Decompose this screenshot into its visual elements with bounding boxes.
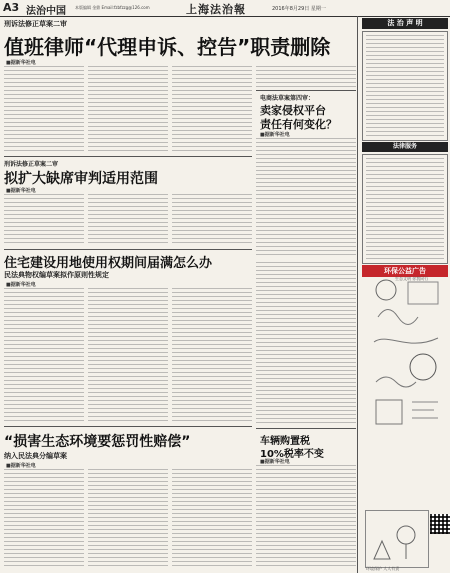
story3-headline: 住宅建设用地使用权期间届满怎么办 bbox=[4, 256, 213, 271]
story4-body-col1 bbox=[4, 469, 84, 569]
story3-subhead: 民法典物权编草案拟作原则性规定 bbox=[4, 271, 109, 279]
ad-bar: 环保公益广告 bbox=[362, 265, 448, 277]
story3-body-col2 bbox=[88, 288, 168, 424]
story3-body-col1 bbox=[4, 288, 84, 424]
divider bbox=[256, 428, 356, 429]
story4-body-col2 bbox=[88, 469, 168, 569]
story1-body-col3 bbox=[172, 66, 252, 154]
ad-drawing-icon bbox=[368, 272, 444, 432]
story3-body-col3 bbox=[172, 288, 252, 424]
story4-headline: “损害生态环境要惩罚性赔偿” bbox=[4, 434, 191, 450]
divider bbox=[4, 426, 252, 427]
masthead bbox=[0, 0, 450, 17]
story4-byline: ■据新华社电 bbox=[6, 463, 36, 469]
story4-body-col3 bbox=[172, 469, 252, 569]
service-box bbox=[362, 154, 448, 264]
story2-headline: 拟扩大缺席审判适用范围 bbox=[4, 171, 158, 187]
story2-byline: ■据新华社电 bbox=[6, 188, 36, 194]
divider bbox=[4, 156, 252, 157]
page-code: A3 bbox=[3, 1, 20, 14]
story1-byline: ■据新华社电 bbox=[6, 60, 36, 66]
qr-code-icon bbox=[430, 514, 450, 534]
story2-body-col1 bbox=[4, 194, 84, 246]
story1-kicker: 刑诉法修正草案二审 bbox=[4, 20, 67, 28]
date-line: 2016年8月29日 星期一 bbox=[272, 6, 326, 12]
story1-body-col4 bbox=[256, 66, 356, 88]
service-bar: 法律服务 bbox=[362, 142, 448, 152]
story3-body-col4 bbox=[256, 262, 356, 424]
story5-headline-line2: 责任有何变化？ bbox=[260, 118, 337, 131]
newspaper-logo: 上海法治報 bbox=[186, 3, 246, 16]
section-title: 法治中国 bbox=[26, 6, 66, 17]
story3-byline: ■据新华社电 bbox=[6, 282, 36, 288]
story1-body-col1 bbox=[4, 66, 84, 154]
story2-body-col2 bbox=[88, 194, 168, 246]
story6-byline: ■据新华社电 bbox=[260, 459, 290, 465]
tree-icon bbox=[366, 511, 428, 567]
footer-caption: 环境保护 人人有责 bbox=[366, 566, 400, 571]
story6-headline-line2: 10%税率不变 bbox=[260, 449, 324, 460]
column-rule bbox=[357, 16, 358, 573]
story5-headline-line1: 卖家侵权平台 bbox=[260, 104, 326, 117]
story5-kicker: 电商法草案第四审： bbox=[260, 95, 315, 102]
story1-body-col2 bbox=[88, 66, 168, 154]
story6-headline-line1: 车辆购置税 bbox=[260, 436, 310, 447]
divider bbox=[4, 249, 252, 250]
notice-bar: 法 治 声 明 bbox=[362, 18, 448, 29]
story1-headline: 值班律师“代理申诉、控告”职责删除 bbox=[4, 35, 331, 59]
story5-byline: ■据新华社电 bbox=[260, 132, 290, 138]
story5-body bbox=[256, 138, 356, 256]
story6-body bbox=[256, 465, 356, 569]
editor-line: 本版编辑 金鼎 Email:fzbfzzg@126.com bbox=[75, 5, 150, 10]
ad-caption: 生态文明 你我同行 bbox=[395, 276, 429, 281]
story2-body-col3 bbox=[172, 194, 252, 246]
footer-illustration bbox=[365, 510, 429, 568]
environment-ad-illustration bbox=[368, 272, 444, 432]
divider bbox=[256, 90, 356, 91]
notice-box bbox=[362, 31, 448, 141]
story2-kicker: 刑诉法修正草案二审 bbox=[4, 161, 59, 168]
story4-subhead: 纳入民法典分编草案 bbox=[4, 452, 67, 460]
